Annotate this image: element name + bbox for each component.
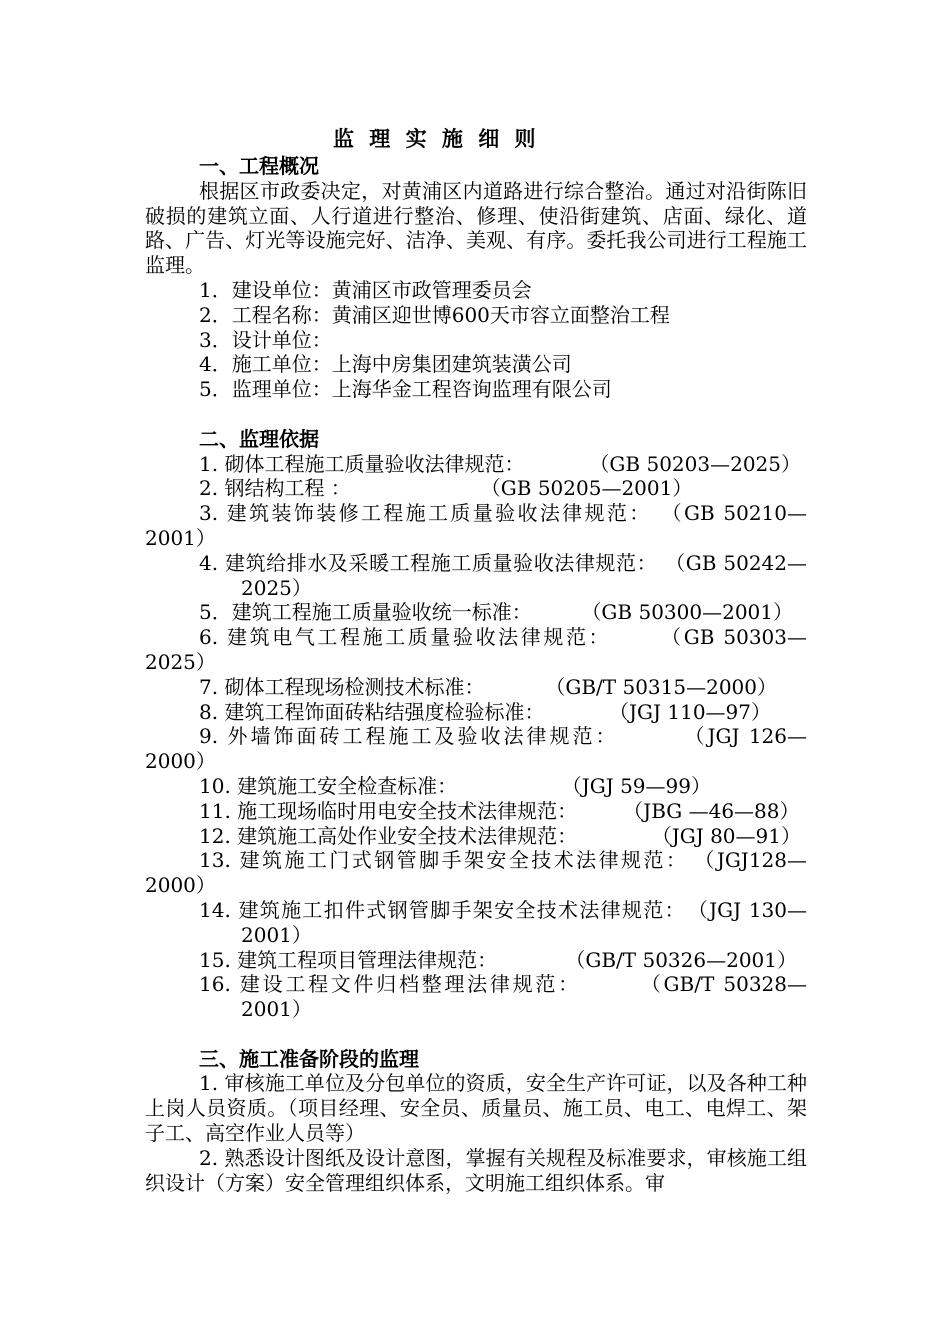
standard-code: （GB 50303—2025）: [145, 625, 807, 674]
section3-paragraph: 1. 审核施工单位及分包单位的资质，安全生产许可证，以及各种工种上岗人员资质。（项目经理、安全员、质量员、施工员、电工、电焊工、架子工、高空作业人员等）: [145, 1071, 807, 1146]
standard-label: 2. 钢结构工程 ：: [199, 476, 351, 501]
standard-item: [145, 972, 807, 1022]
standard-label: 4. 建筑给排水及采暖工程施工质量验收法律规范：: [199, 550, 658, 575]
project-info-item: 1．建设单位：黄浦区市政管理委员会: [199, 277, 532, 302]
section1-paragraph: 根据区市政委决定，对黄浦区内道路进行综合整治。通过对沿街陈旧破损的建筑立面、人行道进行整治、修理、使沿街建筑、店面、绿化、道路、广告、灯光等设施完好、洁净、美观、有序。委托我公司进行工程施工监理。: [145, 178, 807, 278]
standard-item: [145, 774, 807, 799]
standard-code: （JGJ128—2000）: [145, 848, 807, 898]
standard-code: （GB/T 50315—2000）: [545, 674, 777, 699]
standard-label: 7. 砌体工程现场检测技术标准：: [199, 674, 485, 699]
standard-label: 8. 建筑工程饰面砖粘结强度检验标准：: [199, 699, 545, 724]
standard-label: 14. 建筑施工扣件式钢管脚手架安全技术法律规范：: [199, 897, 686, 922]
standard-code: （JGJ 126—2000）: [145, 724, 807, 774]
standard-code: （JGJ 59—99）: [561, 773, 711, 798]
standard-code: （GB 50205—2001）: [490, 476, 693, 501]
standard-label: 3. 建筑装饰装修工程施工质量验收法律规范：: [199, 501, 652, 526]
standard-label: 9. 外墙饰面砖工程施工及验收法律规范：: [199, 724, 619, 749]
standard-item: [145, 625, 807, 675]
standard-code: （JBG —46—88）: [633, 798, 800, 823]
project-info-item: 3．设计单位：: [199, 327, 332, 352]
standard-item: [145, 848, 807, 898]
standard-item: [145, 948, 807, 973]
standard-code: （GB 50210—2001）: [145, 501, 807, 550]
standard-code: （GB/T 50326—2001）: [565, 947, 797, 972]
spacer: [145, 1022, 807, 1047]
section3-paragraph: 2. 熟悉设计图纸及设计意图，掌握有关规程及标准要求，审核施工组织设计（方案）安全管理组织体系，文明施工组织体系。审: [145, 1145, 807, 1195]
standard-item: [145, 799, 807, 824]
standard-label: 11. 施工现场临时用电安全技术法律规范：: [199, 798, 578, 823]
standard-code: （JGJ 130—2001）: [241, 897, 807, 947]
standard-item: [145, 824, 807, 849]
standard-item: [145, 600, 807, 625]
standard-item: [145, 476, 807, 501]
standard-item: [145, 724, 807, 774]
standard-code: （JGJ 110—97）: [609, 699, 771, 724]
standard-label: 6. 建筑电气工程施工质量验收法律规范：: [199, 625, 612, 650]
standard-label: 15. 建筑工程项目管理法律规范：: [199, 947, 498, 972]
project-info-item: 2．工程名称：黄浦区迎世博600天市容立面整治工程: [199, 302, 670, 327]
section1-heading: 一、工程概况: [199, 154, 319, 178]
standard-item: [145, 501, 807, 551]
project-info-item: 5．监理单位：上海华金工程咨询监理有限公司: [199, 377, 612, 402]
standard-code: （GB 50203—2025）: [589, 451, 801, 476]
standard-label: 13. 建筑施工门式钢管脚手架安全技术法律规范：: [199, 848, 689, 873]
standard-item: [145, 551, 807, 601]
standard-label: 16. 建设工程文件归档整理法律规范：: [199, 972, 581, 997]
standard-label: 5．建筑工程施工质量验收统一标准：: [199, 600, 532, 625]
spacer: [145, 402, 807, 427]
standard-label: 1. 砌体工程施工质量验收法律规范：: [199, 451, 525, 476]
project-info-item: 4．施工单位：上海中房集团建筑装潢公司: [199, 352, 572, 377]
document-title: 监 理 实 施 细 则: [333, 126, 540, 151]
standard-code: （GB/T 50328—2001）: [241, 972, 807, 1022]
standard-item: [145, 700, 807, 725]
document-page: [145, 120, 807, 1195]
standard-item: [145, 675, 807, 700]
standard-label: 12. 建筑施工高处作业安全技术法律规范：: [199, 823, 578, 848]
standard-item: [145, 452, 807, 477]
standard-item: [145, 898, 807, 948]
standard-code: （GB 50242—2025）: [241, 550, 807, 600]
section3-heading: 三、施工准备阶段的监理: [199, 1046, 419, 1071]
section2-heading: 二、监理依据: [199, 426, 319, 451]
standard-label: 10. 建筑施工安全检查标准：: [199, 773, 458, 798]
standard-code: （GB 50300—2001）: [581, 600, 793, 625]
standard-code: （JGJ 80—91）: [651, 823, 801, 848]
